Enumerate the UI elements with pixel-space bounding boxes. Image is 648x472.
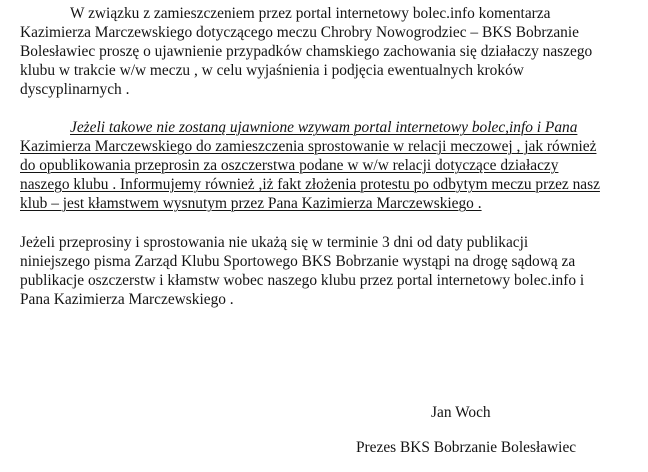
paragraph-line: dyscyplinarnych . (20, 81, 130, 98)
paragraph-line: niniejszego pisma Zarząd Klubu Sportowego BKS Bobrzanie wystąpi na drogę sądową za (20, 253, 576, 270)
paragraph-line: Bolesławiec proszę o ujawnienie przypadków chamskiego zachowania się działaczy naszego (20, 43, 593, 60)
paragraph-line: do opublikowania przeprosin za oszczerstwa podane w w/w relacji dotyczące działaczy (20, 157, 559, 174)
paragraph-line: Jeżeli takowe nie zostaną ujawnione wzywam portal internetowy bolec,info i Pana (70, 119, 578, 136)
paragraph-line: Pana Kazimierza Marczewskiego . (20, 291, 234, 308)
paragraph-line: Jeżeli przeprosiny i sprostowania nie ukażą się w terminie 3 dni od daty publikacji (20, 234, 529, 251)
signature-name: Jan Woch (431, 404, 491, 421)
signature-title: Prezes BKS Bobrzanie Bolesławiec (356, 439, 577, 456)
paragraph-line: klubu w trakcie w/w meczu , w celu wyjaśnienia i podjęcia ewentualnych kroków (20, 62, 524, 79)
paragraph-line: Kazimierza Marczewskiego dotyczącego meczu Chrobry Nowogrodziec – BKS Bobrzanie (20, 24, 579, 41)
paragraph-line: W związku z zamieszczeniem przez portal internetowy bolec.info komentarza (70, 5, 551, 22)
paragraph-line: publikacje oszczerstw i kłamstw wobec naszego klubu przez portal internetowy bolec.info i (20, 272, 585, 289)
paragraph-line: klub – jest kłamstwem wysnutym przez Pana Kazimierza Marczewskiego . (20, 195, 482, 212)
paragraph-ultimatum (20, 233, 632, 309)
paragraph-demand (20, 118, 632, 213)
paragraph-line: naszego klubu . Informujemy również ,iż fakt złożenia protestu po odbytym meczu przez nasz (20, 176, 600, 193)
paragraph-request (20, 4, 632, 99)
paragraph-line: Kazimierza Marczewskiego do zamieszczenia sprostowanie w relacji meczowej , jak również (20, 138, 597, 155)
